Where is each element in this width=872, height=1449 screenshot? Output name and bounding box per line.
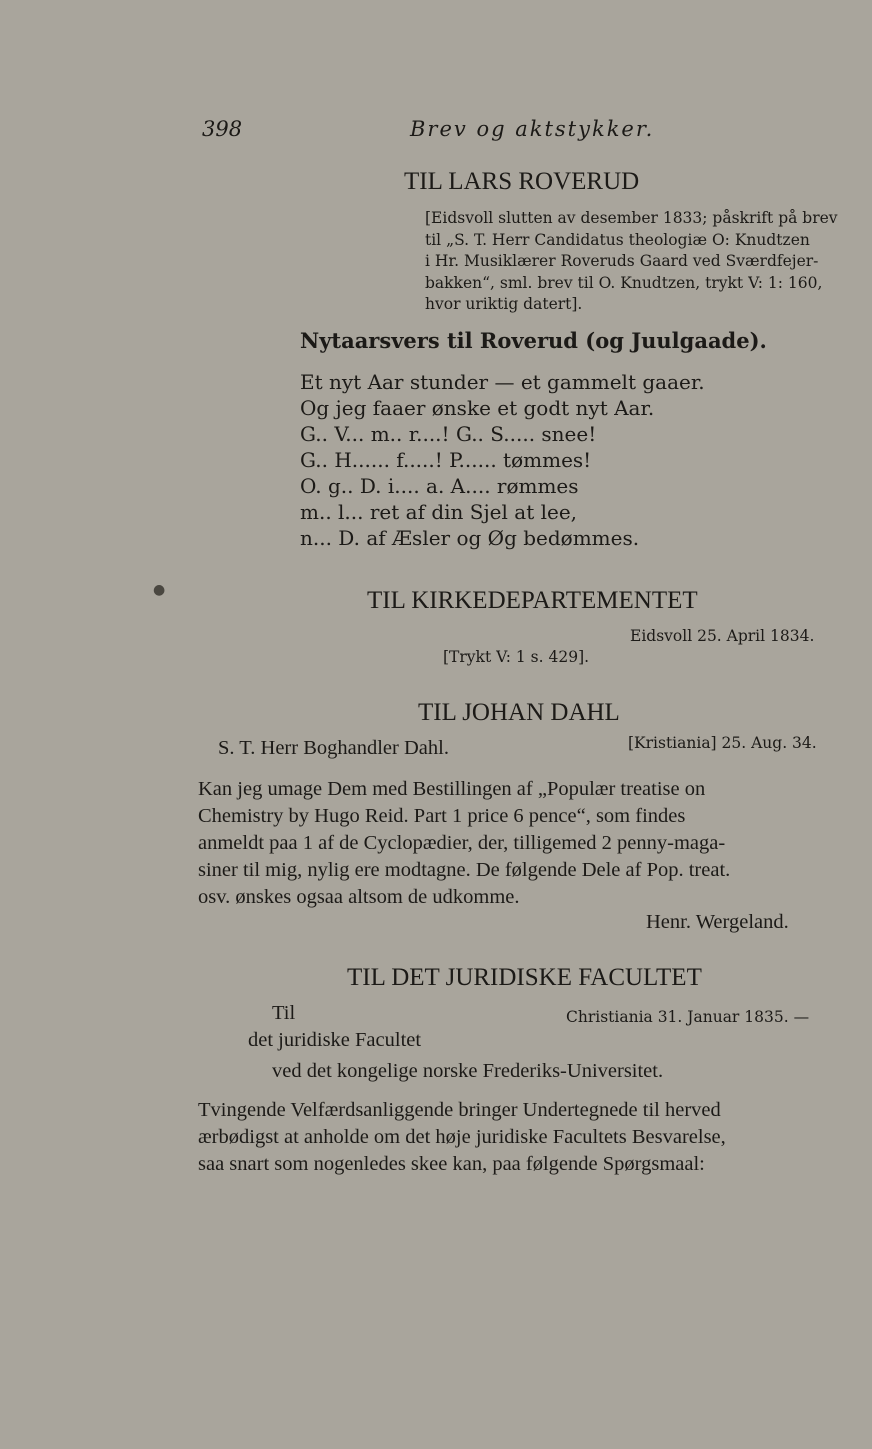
print-reference: [Trykt V: 1 s. 429].: [443, 648, 590, 666]
heading-kirkedepartementet: TIL KIRKEDEPARTEMENTET: [367, 587, 698, 614]
address-line: ved det kongelige norske Frederiks-Universitet.: [272, 1060, 664, 1082]
page-number: 398: [202, 117, 243, 141]
poem-line: Og jeg faaer ønske et godt nyt Aar.: [300, 396, 655, 420]
body-line: saa snart som nogenledes skee kan, paa følgende Spørgsmaal:: [198, 1153, 705, 1175]
note-line: bakken“, sml. brev til O. Knudtzen, trykt V: 1: 160,: [425, 273, 823, 292]
heading-juridiske-facultet: TIL DET JURIDISKE FACULTET: [347, 964, 702, 991]
poem-title: Nytaarsvers til Roverud (og Juulgaade).: [300, 328, 767, 353]
heading-johan-dahl: TIL JOHAN DAHL: [418, 699, 620, 726]
poem-line: G.. H...... f.....! P...... tømmes!: [300, 448, 592, 472]
note-line: [Eidsvoll slutten av desember 1833; påskrift på brev: [425, 209, 838, 227]
place-date: [Kristiania] 25. Aug. 34.: [628, 734, 817, 752]
poem-line: O. g.. D. i.... a. A.... rømmes: [300, 474, 579, 498]
letter-body-dahl: [198, 776, 730, 911]
body-line: siner til mig, nylig ere modtagne. De følgende Dele af Pop. treat.: [198, 859, 731, 881]
poem-line: m.. l... ret af din Sjel at lee,: [300, 500, 578, 524]
place-date: Eidsvoll 25. April 1834.: [630, 627, 815, 645]
letter-body-facultet: [198, 1097, 726, 1178]
body-line: Kan jeg umage Dem med Bestillingen af „Populær treatise on: [198, 778, 706, 800]
salutation: S. T. Herr Boghandler Dahl.: [218, 737, 449, 759]
body-line: osv. ønskes ogsaa altsom de udkomme.: [198, 886, 520, 908]
body-line: anmeldt paa 1 af de Cyclopædier, der, tilligemed 2 penny-maga-: [198, 832, 726, 854]
note-line: hvor uriktig datert].: [425, 295, 583, 313]
poem-line: Et nyt Aar stunder — et gammelt gaaer.: [300, 370, 705, 394]
body-line: ærbødigst at anholde om det høje juridiske Facultets Besvarelse,: [198, 1126, 726, 1148]
editorial-note: [425, 208, 845, 316]
heading-lars-roverud: TIL LARS ROVERUD: [404, 168, 640, 195]
poem-line: n... D. af Æsler og Øg bedømmes.: [300, 526, 640, 550]
margin-mark: ●: [153, 582, 166, 598]
poem: [300, 369, 705, 551]
poem-line: G.. V... m.. r....! G.. S..... snee!: [300, 422, 597, 446]
address-line: det juridiske Facultet: [248, 1029, 422, 1051]
note-line: i Hr. Musiklærer Roveruds Gaard ved Sværdfejer-: [425, 252, 819, 270]
body-line: Tvingende Velfærdsanliggende bringer Undertegnede til herved: [198, 1099, 721, 1121]
note-line: til „S. T. Herr Candidatus theologiæ O: Knudtzen: [425, 230, 810, 249]
address-to: Til: [272, 1002, 296, 1024]
place-date: Christiania 31. Januar 1835. —: [566, 1008, 810, 1026]
signature: Henr. Wergeland.: [646, 911, 789, 933]
body-line: Chemistry by Hugo Reid. Part 1 price 6 pence“, som findes: [198, 805, 686, 827]
running-title: Brev og aktstykker.: [410, 117, 655, 141]
